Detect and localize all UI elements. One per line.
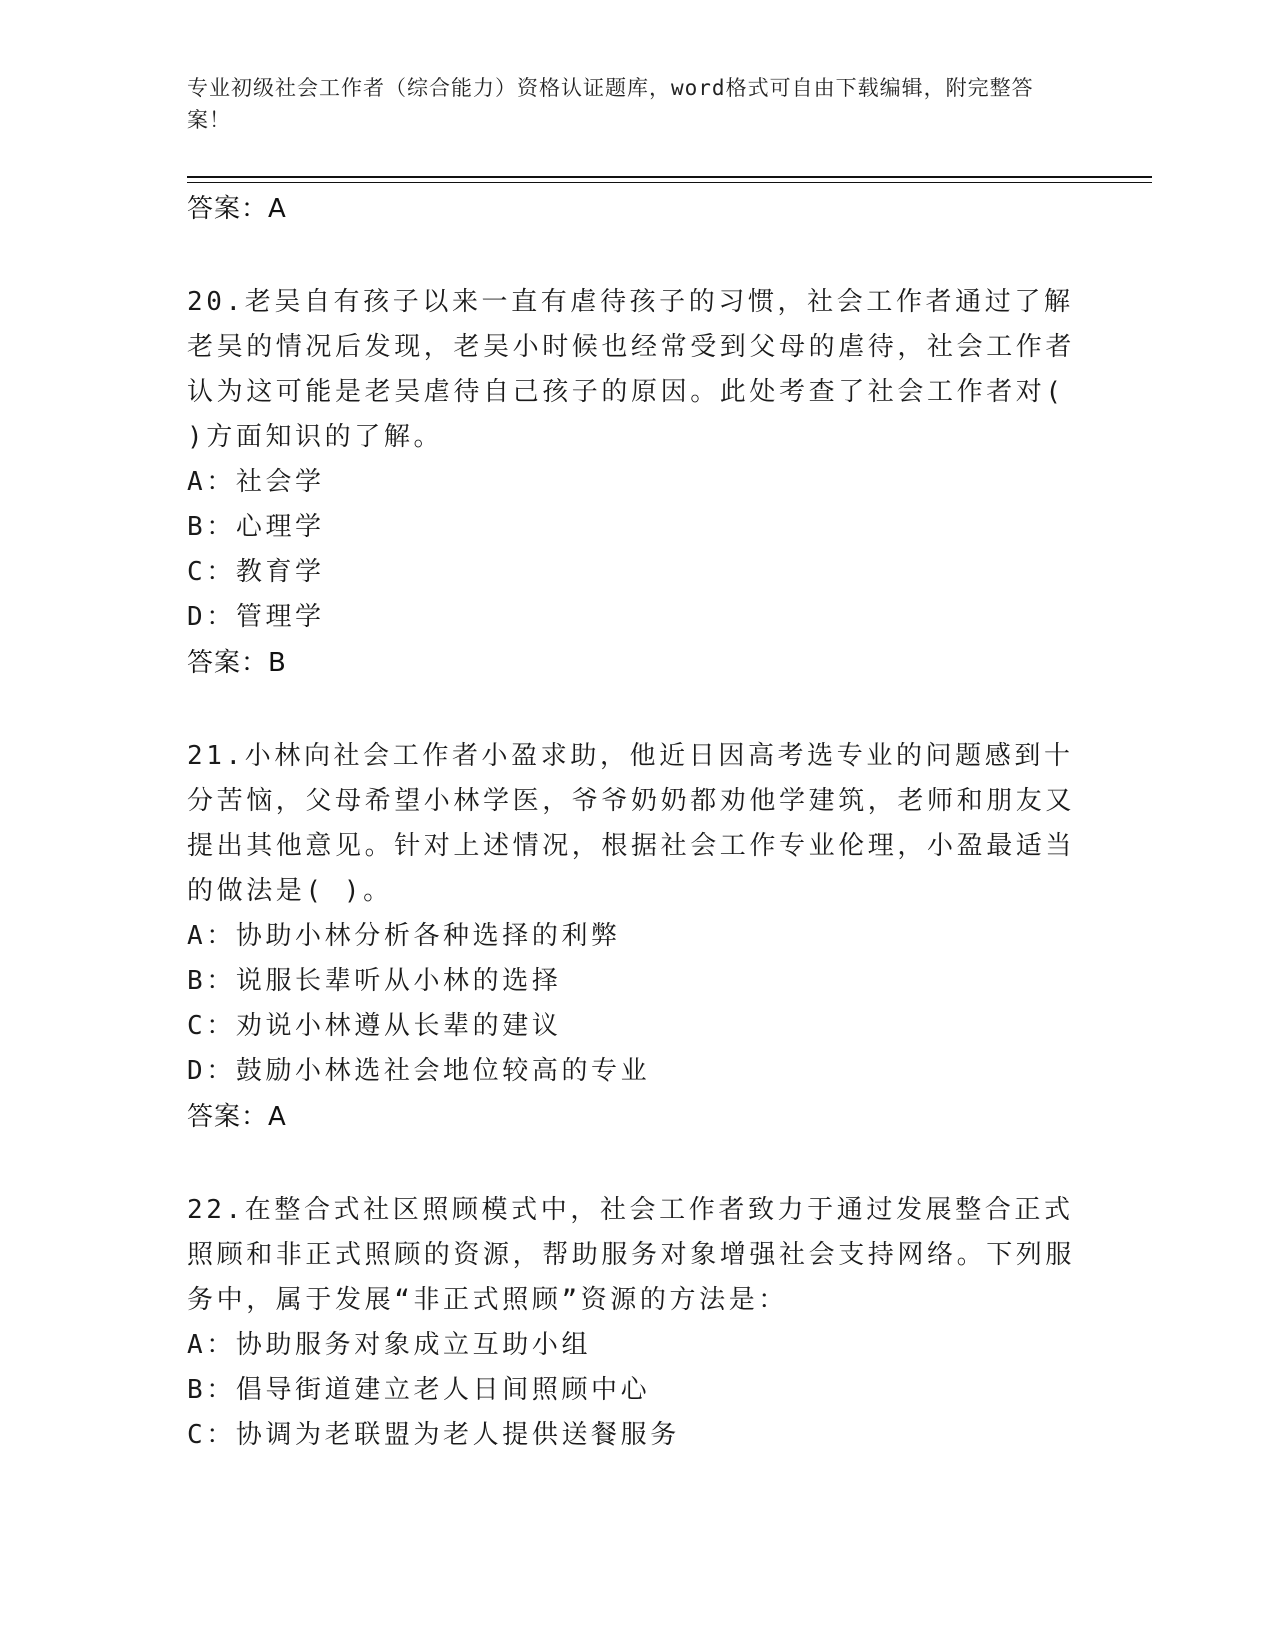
question-text: 21.小林向社会工作者小盈求助，他近日因高考选专业的问题感到十分苦恼，父母希望小林学医，爷爷奶奶都劝他学建筑，老师和朋友又提出其他意见。针对上述情况，根据社会工作专业伦理，小盈最适当的做法是( )。 bbox=[187, 741, 1076, 906]
question-21 bbox=[187, 734, 1087, 1140]
option-a: A：协助小林分析各种选择的利弊 bbox=[187, 921, 621, 951]
answer-label: 答案：A bbox=[187, 1102, 287, 1132]
option-a: A：社会学 bbox=[187, 467, 325, 497]
header-divider-thin bbox=[187, 182, 1152, 183]
page-header: 专业初级社会工作者（综合能力）资格认证题库，word格式可自由下载编辑，附完整答案！ bbox=[187, 76, 1034, 132]
answer-label: 答案：B bbox=[187, 648, 287, 678]
option-c: C：劝说小林遵从长辈的建议 bbox=[187, 1011, 562, 1041]
option-c: C：教育学 bbox=[187, 557, 325, 587]
question-text: 20.老吴自有孩子以来一直有虐待孩子的习惯，社会工作者通过了解老吴的情况后发现，老吴小时候也经常受到父母的虐待，社会工作者认为这可能是老吴虐待自己孩子的原因。此处考查了社会工作者对( )方面知识的了解。 bbox=[187, 287, 1076, 452]
option-b: B：说服长辈听从小林的选择 bbox=[187, 966, 562, 996]
header-divider bbox=[187, 176, 1152, 178]
option-b: B：倡导街道建立老人日间照顾中心 bbox=[187, 1375, 651, 1405]
option-c: C：协调为老联盟为老人提供送餐服务 bbox=[187, 1420, 680, 1450]
option-d: D：鼓励小林选社会地位较高的专业 bbox=[187, 1056, 651, 1086]
content-area bbox=[187, 186, 1087, 1458]
option-b: B：心理学 bbox=[187, 512, 325, 542]
option-a: A：协助服务对象成立互助小组 bbox=[187, 1330, 592, 1360]
option-d: D：管理学 bbox=[187, 602, 325, 632]
question-20 bbox=[187, 280, 1087, 686]
question-text: 22.在整合式社区照顾模式中，社会工作者致力于通过发展整合正式照顾和非正式照顾的资源，帮助服务对象增强社会支持网络。下列服务中，属于发展“非正式照顾”资源的方法是： bbox=[187, 1195, 1076, 1315]
previous-answer: 答案：A bbox=[187, 194, 287, 224]
question-22 bbox=[187, 1188, 1087, 1458]
